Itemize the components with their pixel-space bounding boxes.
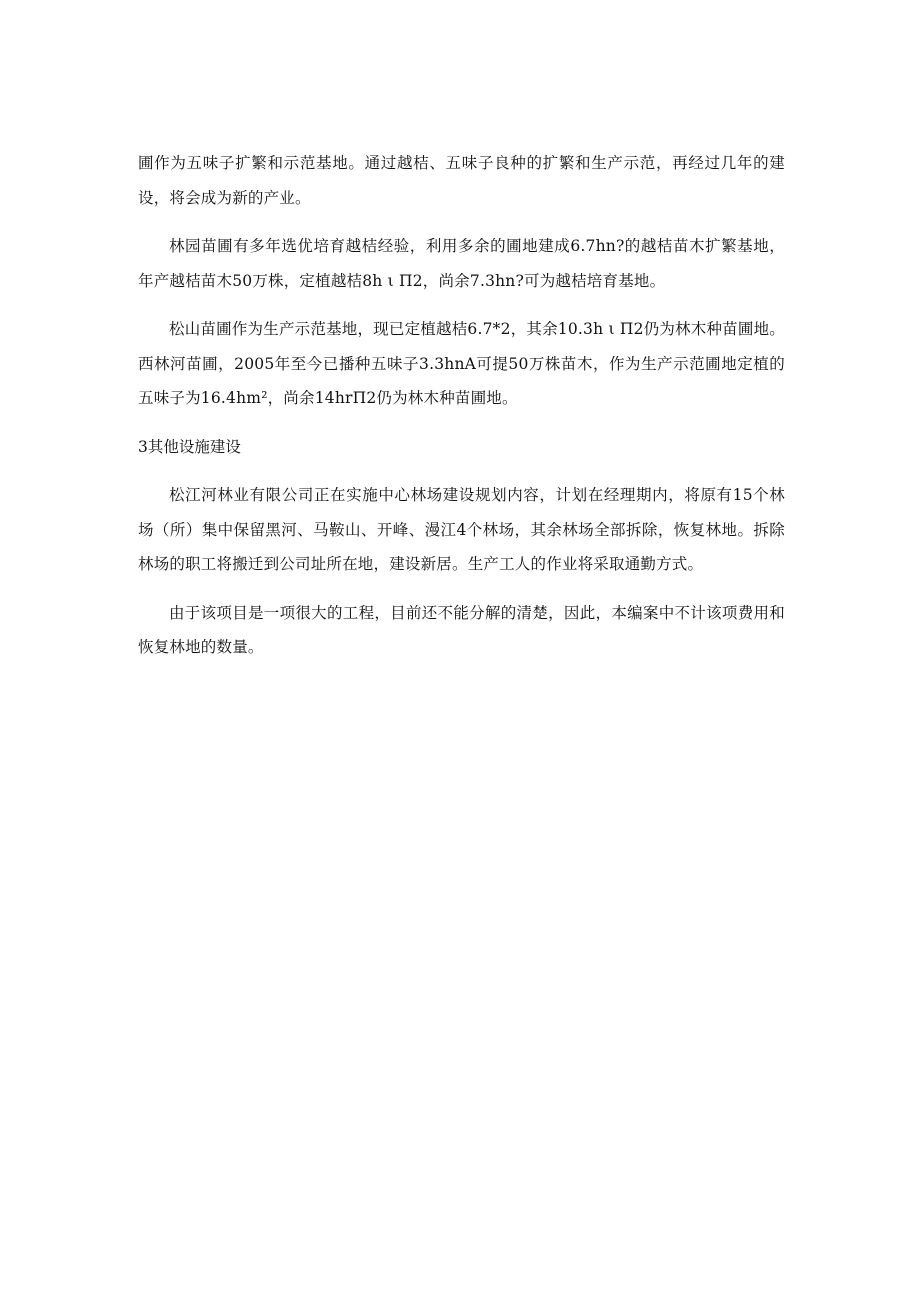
paragraph-continuation: 圃作为五味子扩繁和示范基地。通过越桔、五味子良种的扩繁和生产示范，再经过几年的建设，将会成为新的产业。 — [138, 154, 785, 207]
paragraph-facility-plan: 松江河林业有限公司正在实施中心林场建设规划内容，计划在经理期内，将原有15个林场（所）集中保留黑河、马鞍山、开峰、漫江4个林场，其余林场全部拆除，恢复林地。拆除林场的职工将搬迁到公司址所在地，建设新居。生产工人的作业将采取通勤方式。 — [138, 486, 785, 573]
paragraph-songshan-nursery: 松山苗圃作为生产示范基地，现已定植越桔6.7*2，其余10.3h ι П2仍为林木种苗圃地。西林河苗圃，2005年至今已播种五味子3.3hnA可提50万株苗木，作为生产示范圃地定植的五味子为16.4hm²，尚余14hrП2仍为林木种苗圃地。 — [138, 320, 785, 407]
paragraph-cost-note: 由于该项目是一项很大的工程，目前还不能分解的清楚，因此，本编案中不计该项费用和恢复林地的数量。 — [138, 603, 785, 656]
document-body — [138, 146, 785, 679]
paragraph-linyuan-nursery: 林园苗圃有多年选优培育越桔经验，利用多余的圃地建成6.7hn?的越桔苗木扩繁基地，年产越桔苗木50万株，定植越桔8h ι П2，尚余7.3hn?可为越桔培育基地。 — [138, 237, 785, 290]
section-heading: 3其他设施建设 — [138, 437, 241, 456]
